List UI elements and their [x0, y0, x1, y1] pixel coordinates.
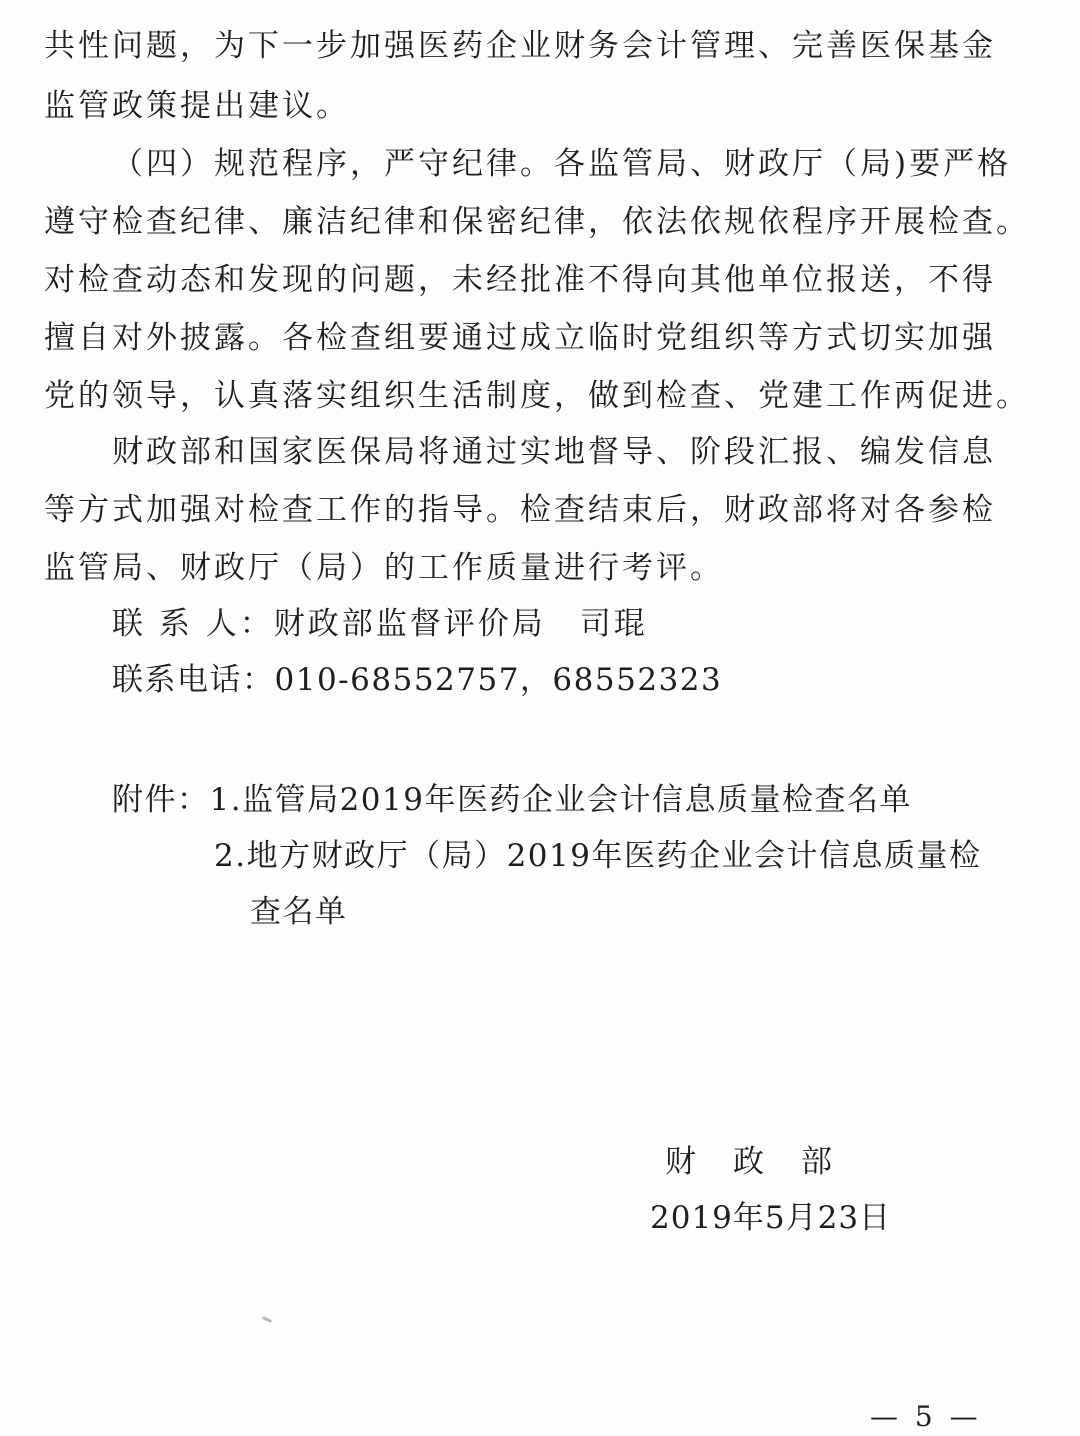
body-line: 共性问题，为下一步加强医药企业财务会计管理、完善医保基金	[44, 28, 996, 64]
attachment-item: 查名单	[250, 894, 348, 930]
body-line: 等方式加强对检查工作的指导。检查结束后，财政部将对各参检	[44, 492, 996, 528]
contact-person: 联 系 人：财政部监督评价局 司琨	[112, 606, 648, 642]
body-line: 党的领导，认真落实组织生活制度，做到检查、党建工作两促进。	[44, 378, 1030, 414]
body-line: 财政部和国家医保局将通过实地督导、阶段汇报、编发信息	[112, 434, 996, 470]
body-line: 监管局、财政厅（局）的工作质量进行考评。	[44, 550, 724, 586]
body-line: 监管政策提出建议。	[44, 88, 350, 124]
body-line: 擅自对外披露。各检查组要通过成立临时党组织等方式切实加强	[44, 320, 996, 356]
signature-org: 财 政 部	[665, 1144, 835, 1180]
body-line: （四）规范程序，严守纪律。各监管局、财政厅（局)要严格	[112, 146, 1012, 182]
contact-phone: 联系电话：010-68552757，68552323	[112, 662, 723, 698]
page-number: — 5 —	[870, 1400, 982, 1433]
attachment-item: 2.地方财政厅（局）2019年医药企业会计信息质量检	[214, 838, 982, 874]
body-line: 遵守检查纪律、廉洁纪律和保密纪律，依法依规依程序开展检查。	[44, 204, 1030, 240]
attachment-item: 附件：1.监管局2019年医药企业会计信息质量检查名单	[112, 782, 912, 818]
signature-date: 2019年5月23日	[650, 1200, 892, 1236]
scan-speck	[262, 1316, 272, 1323]
body-line: 对检查动态和发现的问题，未经批准不得向其他单位报送，不得	[44, 262, 996, 298]
